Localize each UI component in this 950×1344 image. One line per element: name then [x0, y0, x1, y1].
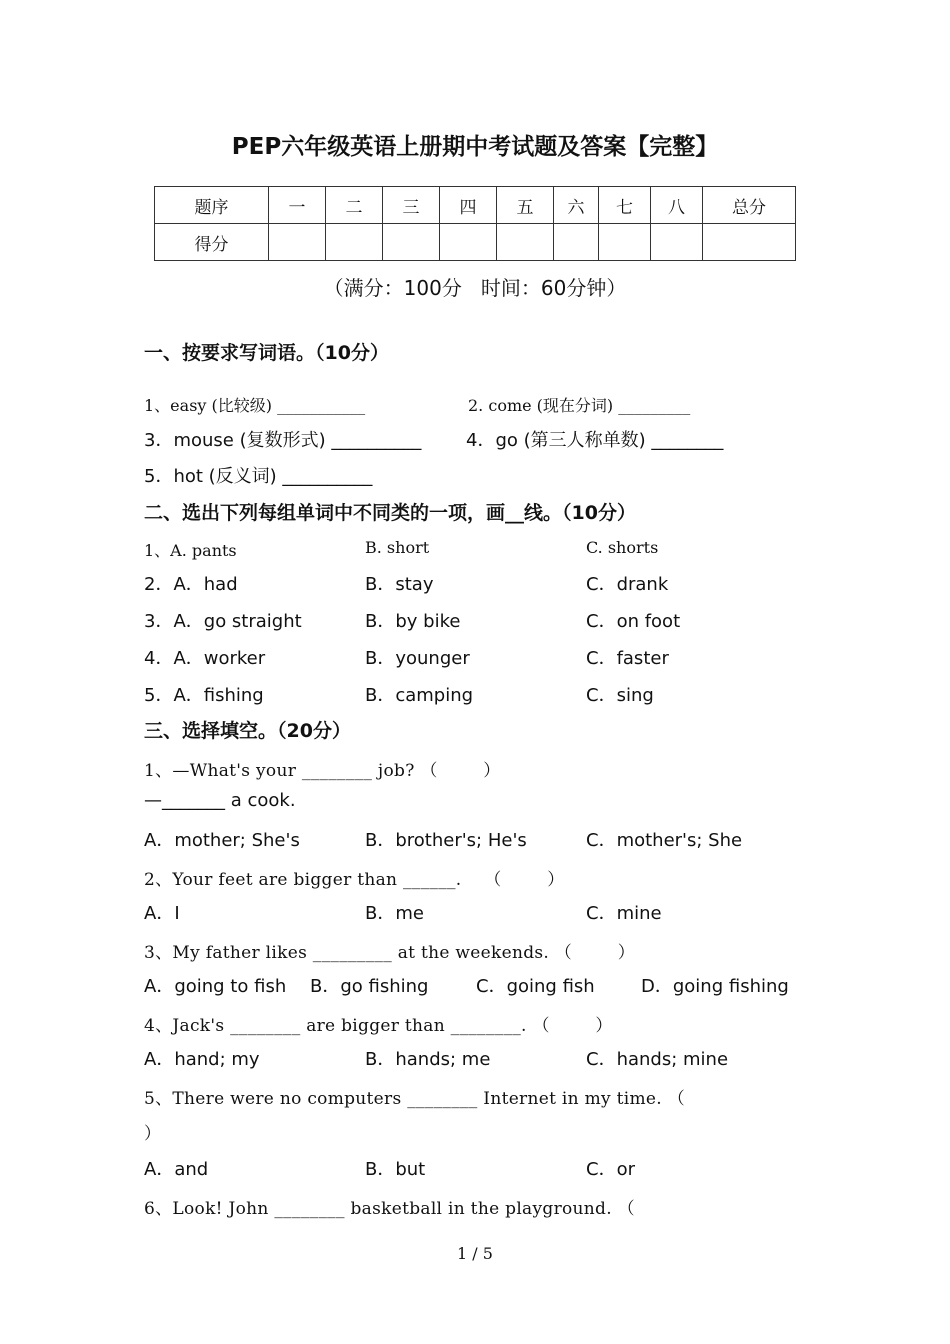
- score-header-cell: 三: [383, 187, 440, 224]
- section-3-question-4-stem: 4、Jack's ________ are bigger than ________. （ ）: [144, 1016, 613, 1036]
- score-header-cell: 八: [651, 187, 703, 224]
- section-2-row-1-option-c: C. shorts: [586, 538, 659, 557]
- full-mark-info: （满分：100分 时间：60分钟）: [323, 276, 627, 300]
- section-3-question-2-option-b: B．me: [365, 903, 424, 924]
- score-cell[interactable]: [269, 224, 326, 261]
- section-1-question-5: 5．hot (反义词) __________: [144, 466, 373, 487]
- section-3-question-1-stem: 1、—What's your ________ job? （ ）: [144, 761, 501, 781]
- page-title: PEP六年级英语上册期中考试题及答案【完整】: [231, 134, 719, 160]
- section-1-heading: 一、按要求写词语。（10分）: [144, 342, 389, 364]
- section-3-question-5-option-c: C．or: [586, 1159, 635, 1180]
- score-header-cell: 总分: [703, 187, 796, 224]
- score-cell[interactable]: [554, 224, 599, 261]
- section-2-row-5-option-a: 5．A．fishing: [144, 685, 264, 706]
- score-cell[interactable]: [497, 224, 554, 261]
- section-3-question-5-line-2: ）: [144, 1124, 162, 1144]
- section-2-row-5-option-c: C．sing: [586, 685, 654, 706]
- score-header-cell: 二: [326, 187, 383, 224]
- section-3-question-5-option-a: A．and: [144, 1159, 209, 1180]
- section-3-question-4-option-b: B．hands; me: [365, 1049, 491, 1070]
- score-header-cell: 一: [269, 187, 326, 224]
- score-cell[interactable]: [440, 224, 497, 261]
- section-3-question-5-stem: 5、There were no computers ________ Internet in my time. （: [144, 1089, 686, 1109]
- score-header-cell: 四: [440, 187, 497, 224]
- score-header-cell: 六: [554, 187, 599, 224]
- score-cell[interactable]: [326, 224, 383, 261]
- section-3-question-4-option-a: A．hand; my: [144, 1049, 260, 1070]
- score-cell[interactable]: [703, 224, 796, 261]
- section-2-row-3-option-b: B．by bike: [365, 611, 461, 632]
- section-2-row-3-option-c: C．on foot: [586, 611, 681, 632]
- section-3-heading: 三、选择填空。（20分）: [144, 720, 351, 742]
- section-3-question-3-option-d: D．going fishing: [641, 976, 789, 997]
- section-2-row-2-option-b: B．stay: [365, 574, 434, 595]
- section-2-row-4-option-b: B．younger: [365, 648, 470, 669]
- section-3-question-2-stem: 2、Your feet are bigger than ______. （ ）: [144, 870, 565, 890]
- section-2-row-2-option-c: C．drank: [586, 574, 669, 595]
- score-table-score-row: [155, 224, 796, 261]
- score-cell[interactable]: [651, 224, 703, 261]
- score-cell[interactable]: [599, 224, 651, 261]
- section-1-question-1: 1、easy (比较级) ___________: [144, 396, 366, 415]
- section-2-row-2-option-a: 2．A．had: [144, 574, 238, 595]
- section-3-question-3-stem: 3、My father likes _________ at the weekends. （ ）: [144, 943, 636, 963]
- section-3-question-2-option-c: C．mine: [586, 903, 662, 924]
- score-row-label: 得分: [155, 224, 269, 261]
- section-2-row-4-option-c: C．faster: [586, 648, 669, 669]
- section-2-row-4-option-a: 4．A．worker: [144, 648, 266, 669]
- section-3-question-3-option-a: A．going to fish: [144, 976, 287, 997]
- section-1-question-3: 3．mouse (复数形式) __________: [144, 430, 422, 451]
- score-table-header-row: [155, 187, 796, 224]
- score-header-cell: 五: [497, 187, 554, 224]
- section-2-row-1-option-b: B. short: [365, 538, 430, 557]
- section-3-question-5-option-b: B．but: [365, 1159, 426, 1180]
- section-2-heading: 二、选出下列每组单词中不同类的一项，画__线。（10分）: [144, 502, 636, 524]
- score-header-cell: 七: [599, 187, 651, 224]
- section-3-question-3-option-c: C．going fish: [476, 976, 595, 997]
- section-1-question-2: 2. come (现在分词) _________: [468, 396, 691, 415]
- score-header-cell: 题序: [155, 187, 269, 224]
- score-table: [154, 186, 796, 261]
- section-2-row-1-option-a: 1、A. pants: [144, 541, 237, 560]
- section-3-question-1-line-2: —_______ a cook.: [144, 790, 296, 811]
- section-3-question-1-option-c: C．mother's; She: [586, 830, 743, 851]
- section-2-row-5-option-b: B．camping: [365, 685, 474, 706]
- page-number: 1 / 5: [457, 1244, 493, 1263]
- section-3-question-3-option-b: B．go fishing: [310, 976, 429, 997]
- section-3-question-6-stem: 6、Look! John ________ basketball in the playground. （: [144, 1199, 635, 1219]
- section-3-question-2-option-a: A．I: [144, 903, 180, 924]
- section-3-question-4-option-c: C．hands; mine: [586, 1049, 729, 1070]
- section-1-question-4: 4．go (第三人称单数) ________: [466, 430, 724, 451]
- score-cell[interactable]: [383, 224, 440, 261]
- section-3-question-1-option-a: A．mother; She's: [144, 830, 300, 851]
- section-3-question-1-option-b: B．brother's; He's: [365, 830, 527, 851]
- section-2-row-3-option-a: 3．A．go straight: [144, 611, 302, 632]
